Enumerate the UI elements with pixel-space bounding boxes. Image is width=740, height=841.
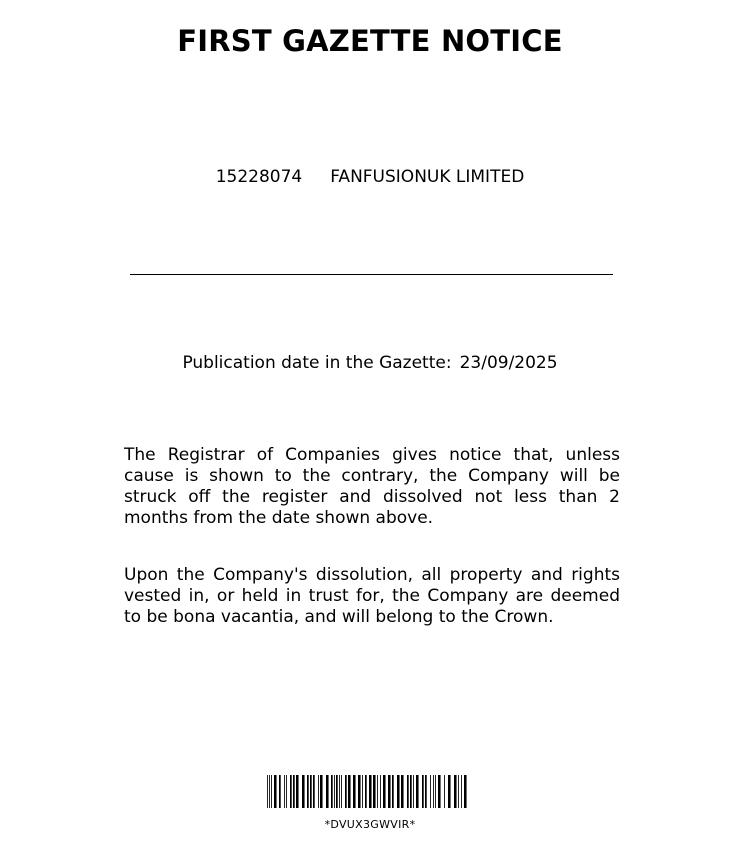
barcode-bar: [302, 775, 305, 808]
barcode-bar: [267, 775, 268, 808]
barcode-bar: [413, 775, 414, 808]
company-number: 15228074: [215, 167, 303, 187]
barcode-bar: [353, 775, 356, 808]
barcode-bar: [269, 775, 270, 808]
barcode-bar: [341, 775, 342, 808]
barcode-bar: [290, 775, 292, 808]
barcode-bar: [373, 775, 376, 808]
barcode-bar: [464, 775, 467, 808]
barcode-bar: [320, 775, 323, 808]
company-line: [0, 166, 740, 188]
barcode-bar: [410, 775, 412, 808]
barcode-bar: [383, 775, 386, 808]
barcode-bar: [380, 775, 381, 808]
barcode-bar: [318, 775, 319, 808]
barcode-bar: [438, 775, 441, 808]
barcode-bar: [348, 775, 351, 808]
barcode-bar: [454, 775, 457, 808]
barcode: [267, 775, 474, 808]
barcode-bar: [430, 775, 431, 808]
barcode-bar: [310, 775, 312, 808]
publication-date-label: Publication date in the Gazette:: [182, 353, 452, 373]
barcode-bar: [369, 775, 372, 808]
barcode-bar: [388, 775, 391, 808]
barcode-bar: [362, 775, 363, 808]
barcode-bar: [331, 775, 333, 808]
barcode-bar: [433, 775, 434, 808]
barcode-bar: [326, 775, 329, 808]
notice-title: FIRST GAZETTE NOTICE: [177, 24, 563, 58]
company-name: FANFUSIONUK LIMITED: [330, 167, 525, 187]
barcode-bar: [448, 775, 451, 808]
publication-date-value: 23/09/2025: [459, 353, 558, 373]
barcode-bar: [422, 775, 424, 808]
barcode-bar: [279, 775, 281, 808]
barcode-bar: [313, 775, 315, 808]
barcode-bar: [296, 775, 299, 808]
barcode-bar: [397, 775, 400, 808]
barcode-text: *DVUX3GWVIR*: [324, 818, 416, 831]
barcode-bar: [407, 775, 409, 808]
barcode-bar: [358, 775, 361, 808]
barcode-bar: [336, 775, 338, 808]
barcode-bar: [416, 775, 419, 808]
barcode-bar: [334, 775, 335, 808]
divider-line: [130, 274, 613, 275]
barcode-bar: [461, 775, 462, 808]
publication-date-line: [0, 352, 740, 374]
barcode-bar: [365, 775, 367, 808]
barcode-bars: [267, 775, 467, 808]
barcode-bar: [339, 775, 340, 808]
barcode-bar: [284, 775, 285, 808]
barcode-bar: [401, 775, 404, 808]
strike-off-notice-paragraph: The Registrar of Companies gives notice that, unless cause is shown to the contrary, the Company will be struck off the register and dissolved not less than 2 months from the date shown above.: [124, 445, 620, 528]
barcode-bar: [392, 775, 394, 808]
barcode-bar: [458, 775, 459, 808]
barcode-bar: [435, 775, 436, 808]
barcode-bar: [293, 775, 295, 808]
barcode-bar: [425, 775, 427, 808]
barcode-bar: [345, 775, 347, 808]
barcode-bar: [444, 775, 445, 808]
barcode-bar: [274, 775, 277, 808]
bona-vacantia-paragraph: Upon the Company's dissolution, all property and rights vested in, or held in trust for, the Company are deemed to be bona vacantia, and will belong to the Crown.: [124, 565, 620, 627]
barcode-bar: [286, 775, 287, 808]
barcode-bar: [271, 775, 272, 808]
barcode-bar: [377, 775, 378, 808]
barcode-bar: [307, 775, 309, 808]
